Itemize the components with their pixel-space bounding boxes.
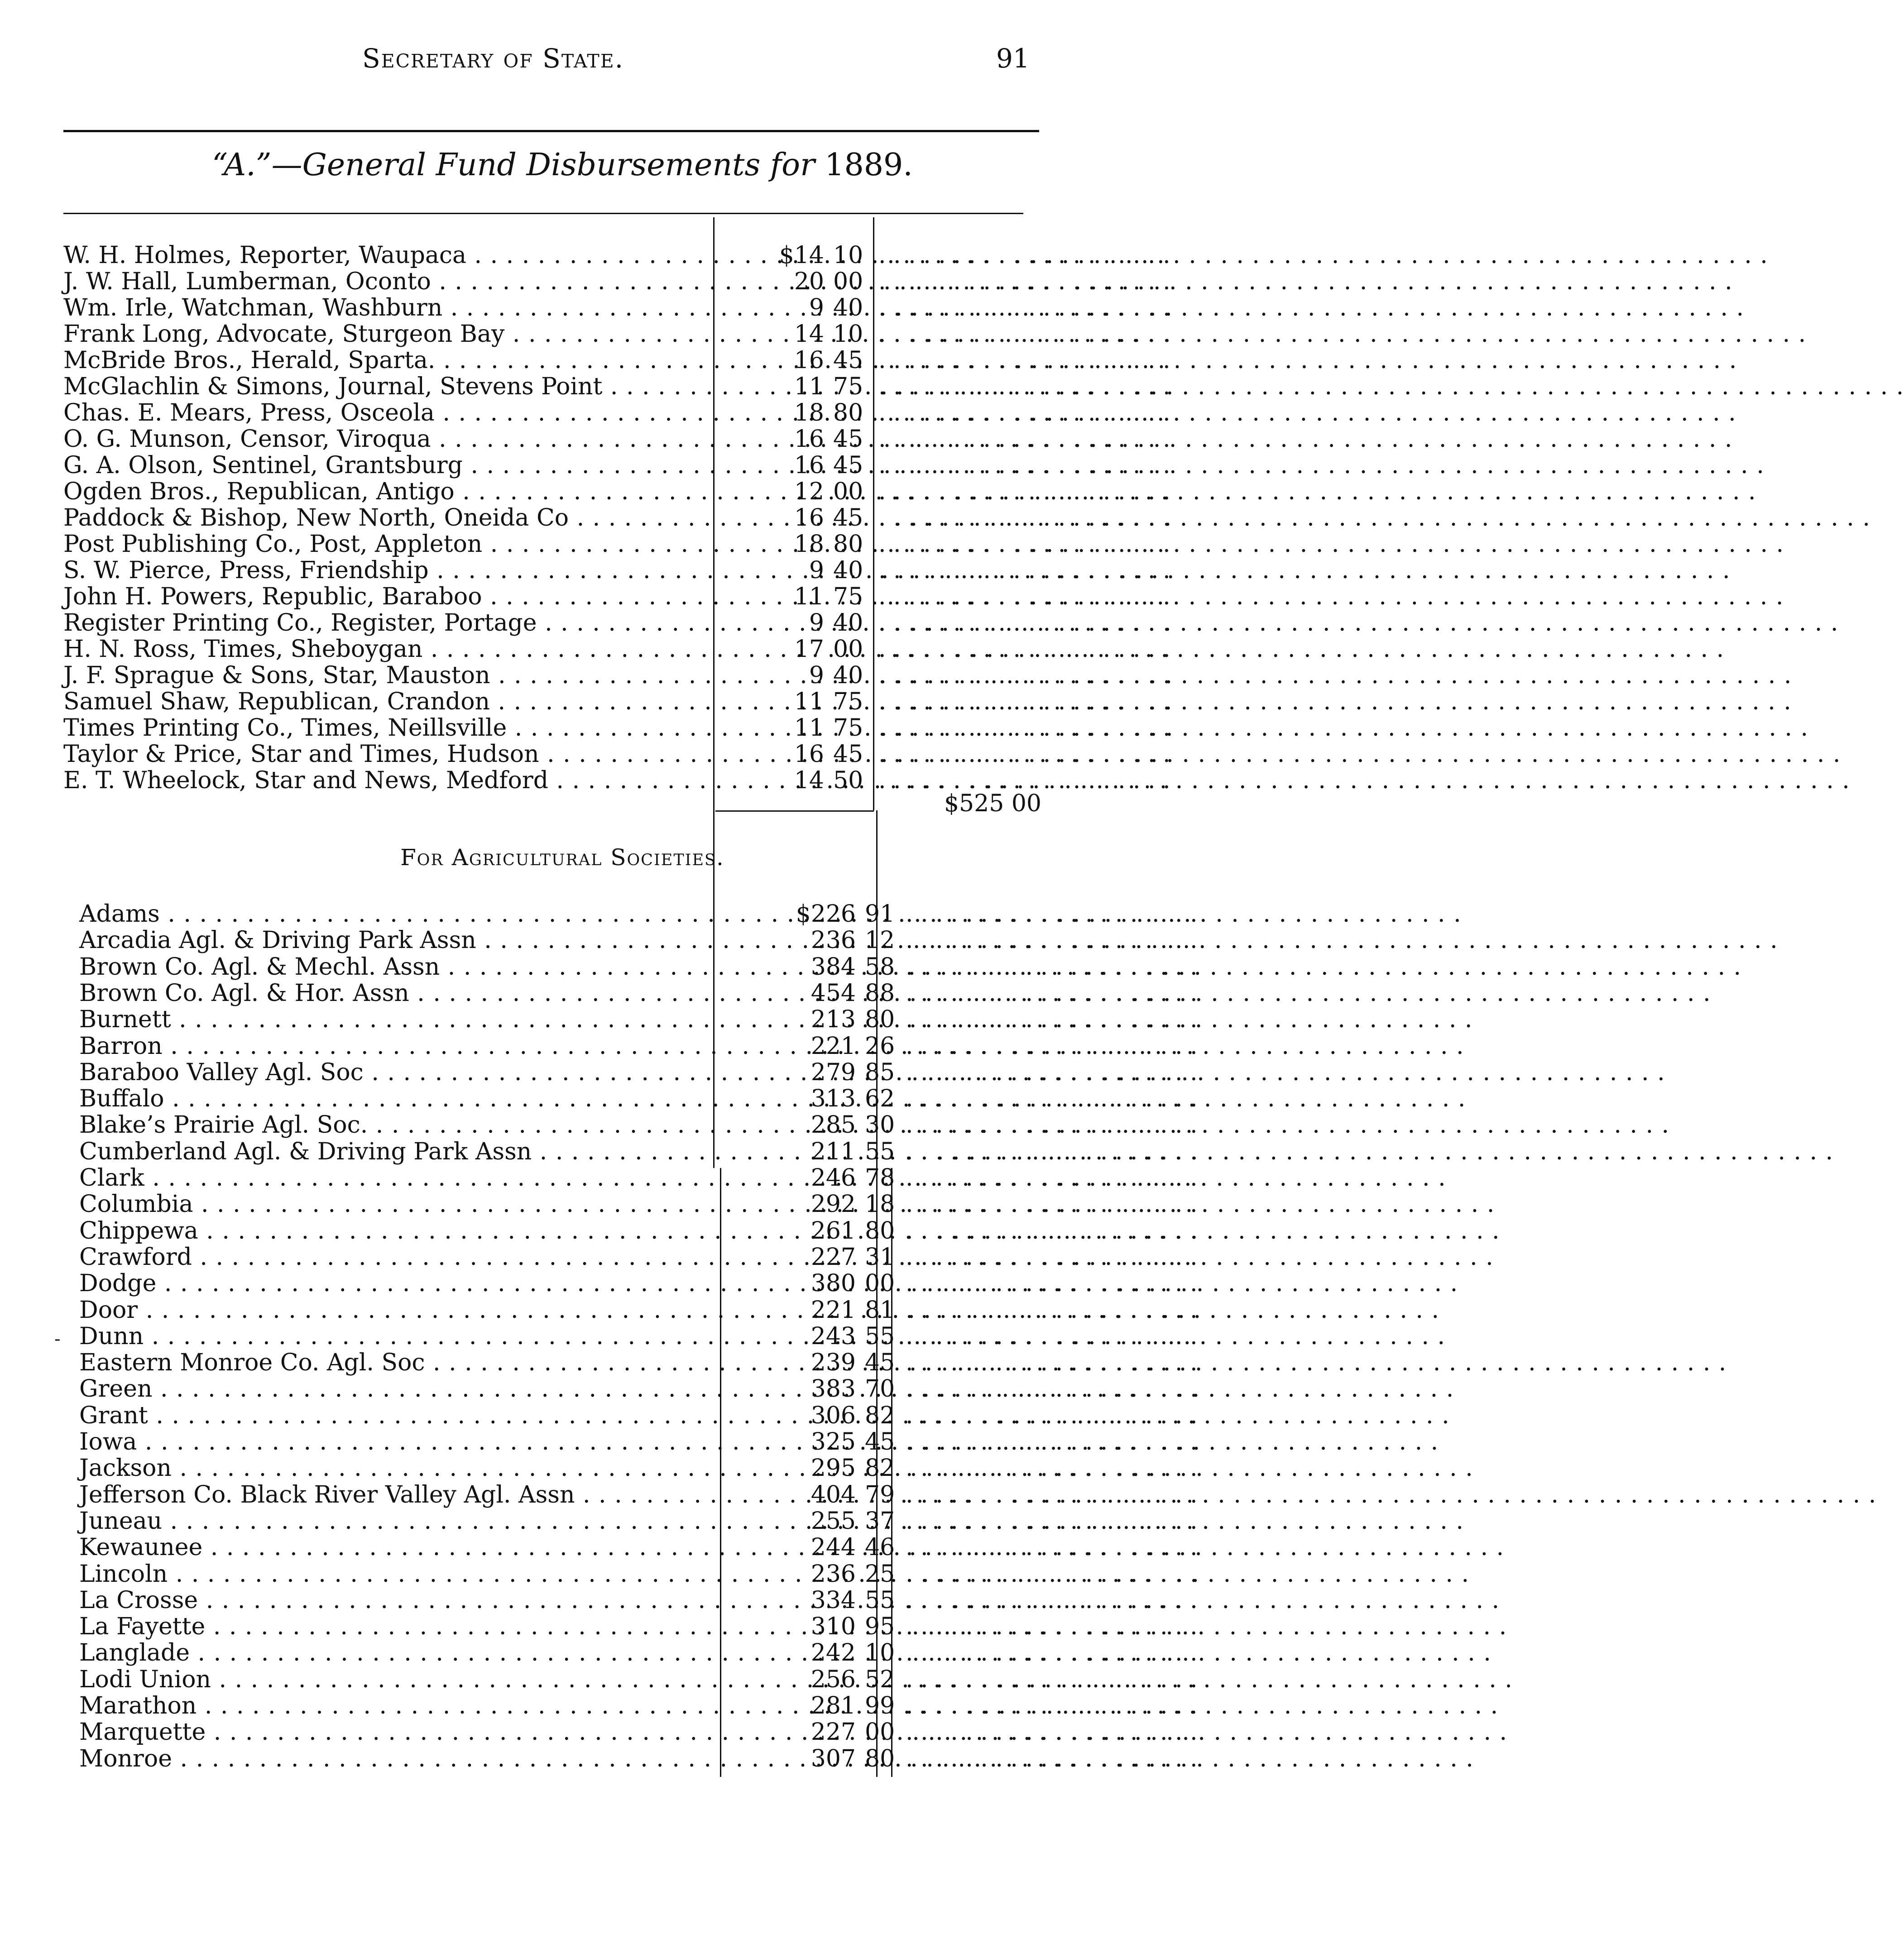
- amount-dollars: 12: [794, 478, 824, 505]
- amount-cents: 10: [833, 321, 863, 348]
- section-heading: For Agricultural Societies.: [400, 844, 724, 871]
- amount-dollars: 310: [811, 1613, 856, 1641]
- leader-dots: . . . . . . . . . . . . . . . . . . . .: [906, 1402, 1198, 1429]
- amount-cents: 85: [865, 1058, 895, 1086]
- amount-cents: 75: [833, 583, 863, 610]
- amount-cents: 30: [865, 1111, 895, 1139]
- amount-cents: 12: [865, 927, 895, 954]
- amount-dollars: 244: [811, 1534, 856, 1561]
- leader-dots: . . . . . . . . . . . . . . . . . . . .: [906, 900, 1198, 928]
- amount-cents: 45: [865, 1349, 895, 1377]
- amount-cents: 95: [865, 1613, 895, 1641]
- amount-dollars: 236: [811, 1560, 856, 1588]
- payee-name: H. N. Ross, Times, Sheboygan . . .: [63, 636, 697, 662]
- amount-cents: 55: [865, 1322, 895, 1350]
- title-quote: “A.”—: [212, 147, 302, 183]
- payee-name: La Fayette . . .: [79, 1613, 713, 1640]
- title-italic: General Fund Disbursements: [302, 147, 761, 183]
- table-row: [0, 557, 1170, 584]
- amount-cents: 00: [833, 478, 863, 505]
- payee-name: Columbia . . .: [79, 1191, 713, 1217]
- payee-name: Eastern Monroe Co. Agl. Soc . . .: [79, 1350, 713, 1376]
- table-row: [0, 1455, 1198, 1482]
- leader-dots: . . . . . . . . . . . . . . . . . . . .: [906, 1639, 1198, 1667]
- payee-name: Jefferson Co. Black River Valley Agl. Assn . . .: [79, 1482, 713, 1508]
- amount-cents: 10: [833, 242, 863, 269]
- table-row: [0, 927, 1198, 954]
- amount-cents: 37: [865, 1507, 895, 1535]
- payee-name: J. W. Hall, Lumberman, Oconto . . .: [63, 268, 697, 295]
- leader-dots: . . . . . . . . . . . . . . . . . . . .: [906, 1322, 1198, 1350]
- amount-dollars: 380: [811, 1270, 856, 1297]
- leader-dots: . . . . . . . . . . . . . . . . . . . .: [906, 1507, 1198, 1535]
- amount-dollars: 9: [809, 662, 824, 689]
- leader-dots: . . . . . . . . . . . . . . . . . . . .: [906, 1719, 1198, 1746]
- leader-dots: . . . . . . . . . . . . . . . . . . . .: [906, 1058, 1198, 1086]
- table-row: [0, 399, 1170, 426]
- leader-dots: . . . . . . . . . . . . . . . . . . . .: [878, 399, 1170, 426]
- payee-name: E. T. Wheelock, Star and News, Medford . . .: [63, 767, 697, 794]
- leader-dots: . . . . . . . . . . . . . . . . . . . .: [878, 452, 1170, 479]
- table-row: [0, 741, 1170, 768]
- table-row: [0, 1243, 1198, 1271]
- leader-dots: . . . . . . . . . . . . . . . . . . . .: [878, 767, 1170, 794]
- leader-dots: . . . . . . . . . . . . . . . . . . . .: [906, 1270, 1198, 1297]
- amount-dollars: 334: [811, 1586, 856, 1614]
- amount-cents: 50: [833, 767, 863, 794]
- amount-dollars: 313: [811, 1085, 856, 1113]
- table-row: [0, 321, 1170, 348]
- amount-dollars: 246: [811, 1164, 856, 1192]
- amount-cents: 88: [865, 979, 895, 1007]
- table-row: [0, 583, 1170, 610]
- amount-dollars: 11: [794, 373, 824, 400]
- leader-dots: . . . . . . . . . . . . . . . . . . . .: [906, 1455, 1198, 1482]
- amount-cents: 80: [833, 399, 863, 426]
- amount-dollars: 20: [794, 268, 824, 295]
- table-row: [0, 1322, 1198, 1350]
- leader-dots: . . . . . . . . . . . . . . . . . . . .: [906, 1296, 1198, 1324]
- payee-name: Brown Co. Agl. & Mechl. Assn . . .: [79, 954, 713, 980]
- amount-dollars: 454: [811, 979, 856, 1007]
- amount-cents: 70: [865, 1375, 895, 1403]
- leader-dots: . . . . . . . . . . . . . . . . . . . .: [878, 426, 1170, 453]
- payee-name: McGlachlin & Simons, Journal, Stevens Point . . .: [63, 373, 697, 400]
- payee-name: Adams . . .: [79, 901, 713, 927]
- table-row: [0, 504, 1170, 531]
- table-row: [0, 1639, 1198, 1667]
- amount-cents: 00: [833, 268, 863, 295]
- leader-dots: . . . . . . . . . . . . . . . . . . . .: [906, 1666, 1198, 1693]
- payee-name: Post Publishing Co., Post, Appleton . . .: [63, 531, 697, 557]
- amount-dollars: 383: [811, 1375, 856, 1403]
- table-row: [0, 1745, 1198, 1772]
- payee-name: Langlade . . .: [79, 1640, 713, 1666]
- amount-cents: 62: [865, 1085, 895, 1113]
- leader-dots: . . . . . . . . . . . . . . . . . . . .: [906, 1032, 1198, 1060]
- amount-cents: 45: [833, 741, 863, 768]
- leader-dots: . . . . . . . . . . . . . . . . . . . .: [906, 1613, 1198, 1641]
- leader-dots: . . . . . . . . . . . . . . . . . . . .: [906, 927, 1198, 954]
- leader-dots: . . . . . . . . . . . . . . . . . . . .: [906, 1745, 1198, 1772]
- leader-dots: . . . . . . . . . . . . . . . . . . . .: [878, 609, 1170, 637]
- payee-name: John H. Powers, Republic, Baraboo . . .: [63, 584, 697, 610]
- payee-name: Ogden Bros., Republican, Antigo . . .: [63, 479, 697, 505]
- table-row: [0, 688, 1170, 715]
- amount-dollars: 18: [794, 399, 824, 426]
- table-row: [0, 478, 1170, 505]
- amount-dollars: 255: [811, 1507, 856, 1535]
- amount-cents: 55: [865, 1586, 895, 1614]
- table-row: [0, 1138, 1198, 1165]
- table-row: [0, 1217, 1198, 1245]
- amount-cents: 00: [865, 1719, 895, 1746]
- amount-cents: 18: [865, 1191, 895, 1218]
- amount-cents: 55: [865, 1138, 895, 1165]
- table-row: [0, 1191, 1198, 1218]
- title-for: for: [770, 147, 815, 183]
- payee-name: Lodi Union . . .: [79, 1666, 713, 1693]
- amount-dollars: 306: [811, 1402, 856, 1429]
- table-row: [0, 953, 1198, 981]
- amount-dollars: 18: [794, 531, 824, 558]
- payee-name: Burnett . . .: [79, 1006, 713, 1033]
- amount-cents: 45: [833, 452, 863, 479]
- amount-cents: 80: [865, 1217, 895, 1245]
- amount-dollars: 16: [794, 426, 824, 453]
- leader-dots: . . . . . . . . . . . . . . . . . . . .: [878, 662, 1170, 689]
- amount-dollars: 11: [794, 714, 824, 742]
- amount-dollars: 14: [794, 321, 824, 348]
- table-row: [0, 1164, 1198, 1192]
- amount-dollars: 325: [811, 1428, 856, 1455]
- amount-cents: 40: [833, 662, 863, 689]
- payee-name: Monroe . . .: [79, 1746, 713, 1772]
- amount-cents: 75: [833, 373, 863, 400]
- amount-dollars: 11: [794, 688, 824, 715]
- amount-cents: 00: [865, 1270, 895, 1297]
- payee-name: La Crosse . . .: [79, 1587, 713, 1613]
- payee-name: Barron . . .: [79, 1033, 713, 1059]
- amount-dollars: 227: [811, 1719, 856, 1746]
- subtotal-rule: [715, 810, 874, 812]
- leader-dots: . . . . . . . . . . . . . . . . . . . .: [878, 714, 1170, 742]
- table-row: [0, 714, 1170, 742]
- payee-name: Chas. E. Mears, Press, Osceola . . .: [63, 400, 697, 426]
- amount-cents: 91: [865, 900, 895, 928]
- amount-dollars: 9: [809, 609, 824, 637]
- payee-name: Dodge . . .: [79, 1270, 713, 1297]
- table-row: [0, 1586, 1198, 1614]
- amount-dollars: 16: [794, 347, 824, 374]
- amount-dollars: 292: [811, 1191, 856, 1218]
- amount-cents: 52: [865, 1666, 895, 1693]
- leader-dots: . . . . . . . . . . . . . . . . . . . .: [906, 1217, 1198, 1245]
- amount-cents: 80: [833, 531, 863, 558]
- leader-dots: . . . . . . . . . . . . . . . . . . . .: [906, 1375, 1198, 1403]
- table-row: [0, 1270, 1198, 1297]
- amount-dollars: $14: [779, 242, 824, 269]
- table-row: [0, 1507, 1198, 1535]
- amount-dollars: 227: [811, 1243, 856, 1271]
- amount-dollars: 279: [811, 1058, 856, 1086]
- table-row: [0, 1613, 1198, 1641]
- amount-dollars: 239: [811, 1349, 856, 1377]
- amount-cents: 82: [865, 1455, 895, 1482]
- payee-name: Taylor & Price, Star and Times, Hudson . . .: [63, 741, 697, 767]
- payee-name: Clark . . .: [79, 1165, 713, 1191]
- amount-dollars: 9: [809, 294, 824, 321]
- table-row: [0, 347, 1170, 374]
- header-rule: [63, 130, 1039, 132]
- leader-dots: . . . . . . . . . . . . . . . . . . . .: [906, 1138, 1198, 1165]
- amount-cents: 45: [833, 347, 863, 374]
- amount-cents: 45: [865, 1428, 895, 1455]
- table-row: [0, 1296, 1198, 1324]
- margin-mark: -: [54, 1329, 61, 1350]
- leader-dots: . . . . . . . . . . . . . . . . . . . .: [906, 1006, 1198, 1034]
- amount-cents: 40: [833, 294, 863, 321]
- leader-dots: . . . . . . . . . . . . . . . . . . . .: [878, 583, 1170, 610]
- leader-dots: . . . . . . . . . . . . . . . . . . . .: [878, 321, 1170, 348]
- payee-name: Samuel Shaw, Republican, Crandon . . .: [63, 689, 697, 715]
- leader-dots: . . . . . . . . . . . . . . . . . . . .: [878, 294, 1170, 321]
- leader-dots: . . . . . . . . . . . . . . . . . . . .: [878, 688, 1170, 715]
- payee-name: G. A. Olson, Sentinel, Grantsburg . . .: [63, 452, 697, 479]
- amount-dollars: 14: [794, 767, 824, 794]
- amount-cents: 45: [833, 504, 863, 531]
- amount-dollars: 9: [809, 557, 824, 584]
- table-row: [0, 1032, 1198, 1060]
- amount-cents: 80: [865, 1006, 895, 1034]
- amount-dollars: 213: [811, 1006, 856, 1034]
- leader-dots: . . . . . . . . . . . . . . . . . . . .: [906, 1111, 1198, 1139]
- amount-cents: 45: [833, 426, 863, 453]
- leader-dots: . . . . . . . . . . . . . . . . . . . .: [906, 1560, 1198, 1588]
- payee-name: Dunn . . .: [79, 1323, 713, 1350]
- table-row: [0, 1666, 1198, 1693]
- amount-cents: 81: [865, 1296, 895, 1324]
- table-row: [0, 662, 1170, 689]
- amount-dollars: 16: [794, 504, 824, 531]
- amount-cents: 58: [865, 953, 895, 981]
- amount-cents: 75: [833, 714, 863, 742]
- payee-name: Cumberland Agl. & Driving Park Assn . . .: [79, 1139, 713, 1165]
- amount-dollars: 285: [811, 1111, 856, 1139]
- payee-name: Blake’s Prairie Agl. Soc. . . .: [79, 1112, 713, 1138]
- amount-dollars: 242: [811, 1639, 856, 1667]
- table-row: [0, 1111, 1198, 1139]
- leader-dots: . . . . . . . . . . . . . . . . . . . .: [878, 531, 1170, 558]
- table-row: [0, 294, 1170, 321]
- table-row: [0, 1560, 1198, 1588]
- payee-name: Chippewa . . .: [79, 1218, 713, 1244]
- amount-cents: 79: [865, 1481, 895, 1508]
- payee-name: Arcadia Agl. & Driving Park Assn . . .: [79, 927, 713, 953]
- leader-dots: . . . . . . . . . . . . . . . . . . . .: [906, 1428, 1198, 1455]
- amount-cents: 40: [833, 557, 863, 584]
- amount-cents: 46: [865, 1534, 895, 1561]
- payee-name: W. H. Holmes, Reporter, Waupaca . . .: [63, 242, 697, 268]
- payee-name: Paddock & Bishop, New North, Oneida Co . . .: [63, 505, 697, 531]
- leader-dots: . . . . . . . . . . . . . . . . . . . .: [878, 242, 1170, 269]
- amount-dollars: 295: [811, 1455, 856, 1482]
- table-row: [0, 531, 1170, 558]
- payee-name: Marathon . . .: [79, 1693, 713, 1719]
- leader-dots: . . . . . . . . . . . . . . . . . . . .: [906, 1243, 1198, 1271]
- leader-dots: . . . . . . . . . . . . . . . . . . . .: [906, 1692, 1198, 1719]
- leader-dots: . . . . . . . . . . . . . . . . . . . .: [906, 1085, 1198, 1113]
- amount-cents: 31: [865, 1243, 895, 1271]
- table-row: [0, 1719, 1198, 1746]
- table-row: [0, 426, 1170, 453]
- amount-cents: 10: [865, 1639, 895, 1667]
- table-row: [0, 1006, 1198, 1034]
- payee-name: J. F. Sprague & Sons, Star, Mauston . . .: [63, 662, 697, 689]
- table-row: [0, 1534, 1198, 1561]
- payee-name: O. G. Munson, Censor, Viroqua . . .: [63, 426, 697, 452]
- amount-dollars: 221: [811, 1032, 856, 1060]
- title-rule: [63, 213, 1023, 214]
- leader-dots: . . . . . . . . . . . . . . . . . . . .: [878, 347, 1170, 374]
- leader-dots: . . . . . . . . . . . . . . . . . . . .: [878, 636, 1170, 663]
- leader-dots: . . . . . . . . . . . . . . . . . . . .: [878, 504, 1170, 531]
- amount-cents: 75: [833, 688, 863, 715]
- leader-dots: . . . . . . . . . . . . . . . . . . . .: [906, 1191, 1198, 1218]
- amount-dollars: 221: [811, 1296, 856, 1324]
- leader-dots: . . . . . . . . . . . . . . . . . . . .: [878, 741, 1170, 768]
- payee-name: Times Printing Co., Times, Neillsville . . .: [63, 715, 697, 741]
- payee-name: Jackson . . .: [79, 1455, 713, 1481]
- subtotal-amount: $525 00: [944, 790, 1041, 817]
- payee-name: Kewaunee . . .: [79, 1534, 713, 1561]
- payee-name: McBride Bros., Herald, Sparta. . . .: [63, 347, 697, 373]
- payee-name: Door . . .: [79, 1297, 713, 1323]
- payee-name: Green . . .: [79, 1376, 713, 1402]
- payee-name: S. W. Pierce, Press, Friendship . . .: [63, 557, 697, 584]
- table-row: [0, 636, 1170, 663]
- table-row: [0, 1349, 1198, 1377]
- payee-name: Frank Long, Advocate, Sturgeon Bay . . .: [63, 321, 697, 347]
- amount-dollars: 384: [811, 953, 856, 981]
- table-row: [0, 1428, 1198, 1455]
- amount-dollars: 16: [794, 741, 824, 768]
- amount-dollars: 11: [794, 583, 824, 610]
- running-title: Secretary of State.: [362, 43, 624, 74]
- amount-cents: 40: [833, 609, 863, 637]
- payee-name: Grant . . .: [79, 1403, 713, 1429]
- table-row: [0, 1481, 1198, 1508]
- amount-dollars: 243: [811, 1322, 856, 1350]
- payee-name: Buffalo . . .: [79, 1086, 713, 1112]
- table-row: [0, 1085, 1198, 1113]
- table-row: [0, 1402, 1198, 1429]
- leader-dots: . . . . . . . . . . . . . . . . . . . .: [906, 1534, 1198, 1561]
- table-row: [0, 1058, 1198, 1086]
- leader-dots: . . . . . . . . . . . . . . . . . . . .: [878, 268, 1170, 295]
- leader-dots: . . . . . . . . . . . . . . . . . . . .: [906, 979, 1198, 1007]
- leader-dots: . . . . . . . . . . . . . . . . . . . .: [878, 557, 1170, 584]
- leader-dots: . . . . . . . . . . . . . . . . . . . .: [878, 478, 1170, 505]
- payee-name: Iowa . . .: [79, 1429, 713, 1455]
- table-row: [0, 373, 1170, 400]
- amount-cents: 82: [865, 1402, 895, 1429]
- leader-dots: . . . . . . . . . . . . . . . . . . . .: [906, 1349, 1198, 1377]
- amount-dollars: 256: [811, 1666, 856, 1693]
- table-row: [0, 979, 1198, 1007]
- leader-dots: . . . . . . . . . . . . . . . . . . . .: [906, 1586, 1198, 1614]
- payee-name: Brown Co. Agl. & Hor. Assn . . .: [79, 980, 713, 1006]
- amount-dollars: 17: [794, 636, 824, 663]
- amount-dollars: 236: [811, 927, 856, 954]
- leader-dots: . . . . . . . . . . . . . . . . . . . .: [906, 953, 1198, 981]
- page-number: 91: [996, 43, 1030, 74]
- table-row: [0, 452, 1170, 479]
- table-row: [0, 609, 1170, 637]
- amount-dollars: 307: [811, 1745, 856, 1772]
- payee-name: Lincoln . . .: [79, 1561, 713, 1587]
- table-row: [0, 242, 1170, 269]
- amount-cents: 25: [865, 1560, 895, 1588]
- table-title: [0, 147, 1125, 183]
- amount-dollars: 16: [794, 452, 824, 479]
- amount-cents: 00: [833, 636, 863, 663]
- payee-name: Juneau . . .: [79, 1508, 713, 1534]
- leader-dots: . . . . . . . . . . . . . . . . . . . .: [906, 1481, 1198, 1508]
- amount-dollars: 261: [811, 1217, 856, 1245]
- payee-name: Wm. Irle, Watchman, Washburn . . .: [63, 295, 697, 321]
- amount-dollars: 281: [811, 1692, 856, 1719]
- payee-name: Baraboo Valley Agl. Soc . . .: [79, 1059, 713, 1086]
- table-row: [0, 1375, 1198, 1403]
- amount-dollars: 211: [811, 1138, 856, 1165]
- amount-cents: 80: [865, 1745, 895, 1772]
- amount-cents: 99: [865, 1692, 895, 1719]
- amount-cents: 78: [865, 1164, 895, 1192]
- table-row: [0, 268, 1170, 295]
- amount-dollars: 404: [811, 1481, 856, 1508]
- amount-dollars: $226: [796, 900, 856, 928]
- payee-name: Register Printing Co., Register, Portage . . .: [63, 610, 697, 636]
- leader-dots: . . . . . . . . . . . . . . . . . . . .: [878, 373, 1170, 400]
- leader-dots: . . . . . . . . . . . . . . . . . . . .: [906, 1164, 1198, 1192]
- table-row: [0, 900, 1198, 928]
- payee-name: Marquette . . .: [79, 1719, 713, 1745]
- table-row: [0, 1692, 1198, 1719]
- payee-name: Crawford . . .: [79, 1244, 713, 1270]
- amount-cents: 26: [865, 1032, 895, 1060]
- title-year: 1889.: [825, 147, 913, 183]
